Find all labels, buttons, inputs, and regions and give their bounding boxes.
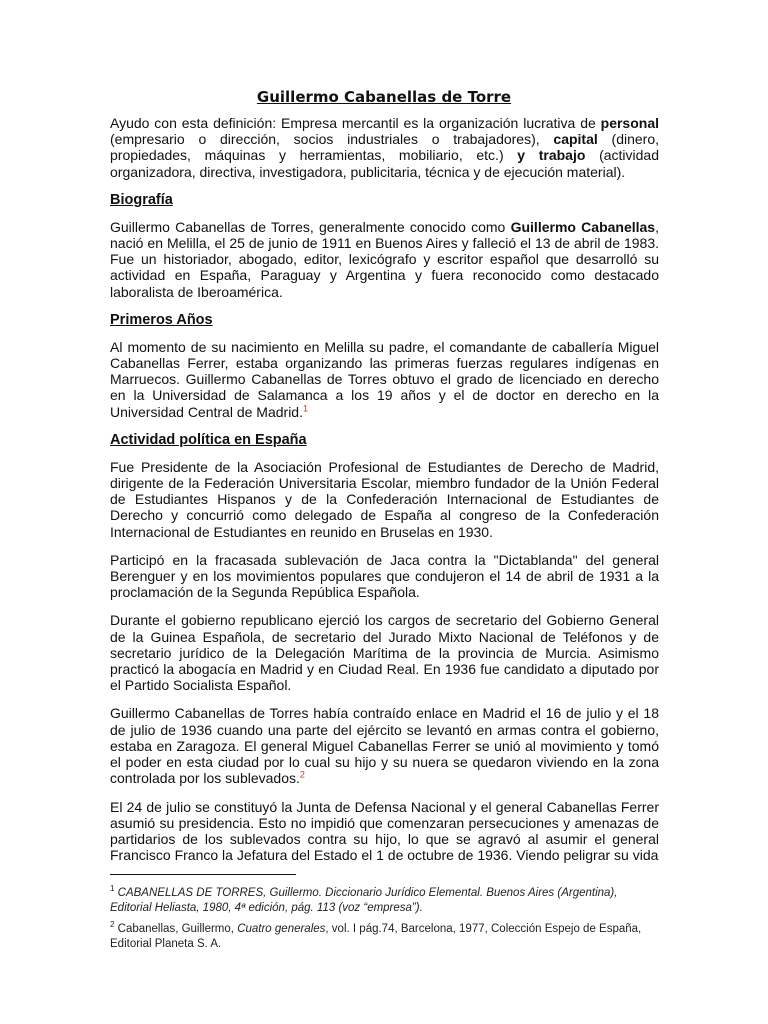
primeros-text: Al momento de su nacimiento en Melilla su padre, el comandante de caballería Miguel Cabanellas Ferrer, estaba organizando las primeras fuerzas regulares indígenas en Marruecos. Guillermo Cabanellas de Torres obtuvo el grado de licenciado en derecho en la Universidad de Salamanca a los 19 años y el de doctor en derecho en la Universidad Central de Madrid. xyxy=(110,338,659,420)
footnote-ref-1[interactable]: 1 xyxy=(302,402,308,413)
heading-actividad-politica: Actividad política en España xyxy=(110,431,307,448)
footnote-1 xyxy=(110,881,659,916)
actividad-p4-text: Guillermo Cabanellas de Torres había contraído enlace en Madrid el 16 de julio y el 18 de julio de 1936 cuando una parte del ejército se levantó en armas contra el gobierno, estaba en Zaragoza. El general Miguel Cabanellas Ferrer se unió al movimiento y tomó el poder en esta ciudad por lo cual su hijo y su nuera se quedaron viviendo en la zona controlada por los sublevados. xyxy=(110,705,659,787)
footnote-2-number: 2 xyxy=(110,919,115,929)
footnotes-section xyxy=(110,874,659,953)
footnote-2-text-1: Cabanellas, Guillermo, xyxy=(114,922,238,935)
primeros-paragraph xyxy=(110,339,659,420)
actividad-paragraph-1: Fue Presidente de la Asociación Profesional de Estudiantes de Derecho de Madrid, dirigente de la Federación Universitaria Escolar, miembro fundador de la Unión Federal de Estudiantes Hispanos y de la Confederación Internacional de Estudiantes de Derecho y concurrió como delegado de España al congreso de la Confederación Internacional de Estudiantes en reunido en Bruselas en 1930. xyxy=(110,458,659,540)
intro-text-3: (dinero, propiedades, máquinas y herramientas, mobiliario, etc.) xyxy=(110,131,659,164)
footnote-ref-2[interactable]: 2 xyxy=(299,769,305,780)
footnote-2-text-2: , vol. I pág.74, Barcelona, 1977, Colección Espejo de España, Editorial Planeta S. A. xyxy=(110,922,642,950)
footnote-2 xyxy=(110,917,659,952)
footnote-2-italic-title: Cuatro generales xyxy=(237,922,326,935)
biografia-paragraph xyxy=(110,219,659,300)
heading-biografia: Biografía xyxy=(110,191,173,208)
actividad-paragraph-4 xyxy=(110,705,659,786)
document-body xyxy=(110,115,659,875)
biografia-text-2: , nació en Melilla, el 25 de junio de 1911 en Buenos Aires y falleció el 13 de abril de 1983. Fue un historiador, abogado, editor, lexicógrafo y escritor español que desarrolló su actividad en España, Paraguay y Argentina y fuera reconocido como destacado laboralista de Iberoamérica. xyxy=(110,218,659,300)
actividad-paragraph-3: Durante el gobierno republicano ejerció los cargos de secretario del Gobierno General de la Guinea Española, de secretario del Jurado Mixto Nacional de Teléfonos y de secretario jurídico de la Delegación Marítima de la provincia de Murcia. Asimismo practicó la abogacía en Madrid y en Ciudad Real. En 1936 fue candidato a diputado por el Partido Socialista Español. xyxy=(110,612,659,694)
intro-text-1: Ayudo con esta definición: Empresa mercantil es la organización lucrativa de xyxy=(110,115,601,131)
actividad-paragraph-2: Participó en la fracasada sublevación de Jaca contra la "Dictablanda" del general Berenguer y en los movimientos populares que condujeron el 14 de abril de 1931 a la proclamación de la Segunda República Española. xyxy=(110,551,659,601)
intro-paragraph xyxy=(110,115,659,180)
intro-bold-capital: capital xyxy=(553,131,598,148)
intro-text-2: (empresario o dirección, socios industriales o trabajadores), xyxy=(110,131,554,148)
footnote-1-number: 1 xyxy=(110,884,115,893)
footnote-1-text: CABANELLAS DE TORRES, Guillermo. Diccionario Jurídico Elemental. Buenos Aires (Argentina), Editorial Heliasta, 1980, 4ª edición, pág. 113 (voz “empresa”). xyxy=(110,886,618,914)
intro-bold-personal: personal xyxy=(600,115,659,131)
intro-bold-trabajo: y trabajo xyxy=(517,147,586,164)
footnote-divider xyxy=(110,874,296,875)
actividad-paragraph-5: El 24 de julio se constituyó la Junta de Defensa Nacional y el general Cabanellas Ferrer asumió su presidencia. Esto no impidió que comenzaran persecuciones y amenazas de partidarios de los sublevados contra su hijo, lo que se agravó al asumir el general Francisco Franco la Jefatura del Estado el 1 de octubre de 1936. Viendo peligrar su vida xyxy=(110,798,659,864)
biografia-bold-name: Guillermo Cabanellas xyxy=(510,218,656,235)
intro-text-4: (actividad organizadora, directiva, investigadora, publicitaria, técnica y de ejecución material). xyxy=(110,147,659,180)
heading-primeros-anos: Primeros Años xyxy=(110,311,213,328)
biografia-text-1: Guillermo Cabanellas de Torres, generalmente conocido como xyxy=(110,218,511,235)
page-title: Guillermo Cabanellas de Torre xyxy=(256,88,512,106)
